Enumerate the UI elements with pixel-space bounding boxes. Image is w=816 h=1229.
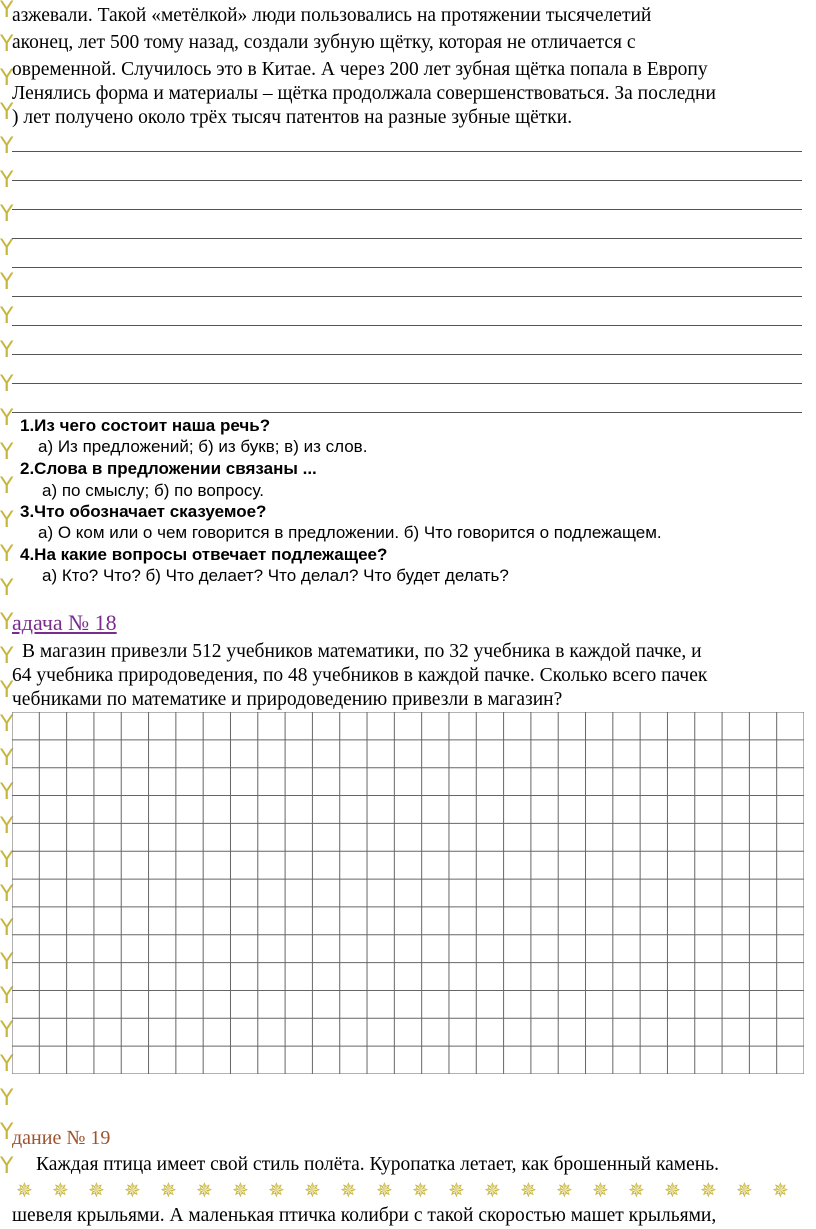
task-18-line-2: 64 учебника природоведения, по 48 учебников в каждой пачке. Сколько всего пачек [12, 665, 708, 686]
figure-ornament-icon: ✵ [700, 1178, 717, 1202]
border-ornament-icon: Y [0, 814, 14, 839]
border-ornament-icon: Y [0, 780, 14, 805]
figure-ornament-icon: ✵ [448, 1178, 465, 1202]
answer-3: а) О ком или о чем говорится в предложении. б) Что говорится о подлежащем. [38, 523, 662, 542]
border-ornament-icon: Y [0, 304, 14, 329]
figure-ornament-icon: ✵ [772, 1178, 789, 1202]
border-ornament-icon: Y [0, 406, 14, 431]
border-ornament-icon: Y [0, 134, 14, 159]
writing-line [12, 238, 802, 239]
writing-line [12, 325, 802, 326]
figure-ornament-icon: ✵ [376, 1178, 393, 1202]
border-ornament-icon: Y [0, 644, 14, 669]
figure-ornament-icon: ✵ [124, 1178, 141, 1202]
border-ornament-icon: Y [0, 610, 14, 635]
border-ornament-icon: Y [0, 168, 14, 193]
writing-line [12, 354, 802, 355]
question-3: 3.Что обозначает сказуемое? [20, 502, 267, 521]
border-ornament-icon: Y [0, 0, 14, 23]
figure-ornament-icon: ✵ [484, 1178, 501, 1202]
border-ornament-icon: Y [0, 1154, 14, 1179]
border-ornament-icon: Y [0, 882, 14, 907]
border-ornament-icon: Y [0, 848, 14, 873]
figure-ornament-icon: ✵ [736, 1178, 753, 1202]
text-line-5: ) лет получено около трёх тысяч патентов на разные зубные щётки. [12, 107, 573, 128]
border-ornament-icon: Y [0, 1052, 14, 1077]
answer-1: а) Из предложений; б) из букв; в) из слов. [38, 437, 368, 456]
border-ornament-icon: Y [0, 746, 14, 771]
border-ornament-icon: Y [0, 678, 14, 703]
figure-ornament-icon: ✵ [268, 1178, 285, 1202]
border-ornament-icon: Y [0, 202, 14, 227]
task-19-title: дание № 19 [12, 1127, 111, 1149]
figure-ornament-icon: ✵ [556, 1178, 573, 1202]
border-ornament-icon: Y [0, 338, 14, 363]
border-ornament-icon: Y [0, 1018, 14, 1043]
answer-grid [12, 712, 804, 1074]
border-ornament-icon: Y [0, 1120, 14, 1145]
border-ornament-icon: Y [0, 508, 14, 533]
border-ornament-icon: Y [0, 474, 14, 499]
writing-line [12, 267, 802, 268]
question-4: 4.На какие вопросы отвечает подлежащее? [20, 545, 388, 564]
figure-ornament-icon: ✵ [304, 1178, 321, 1202]
task-18-line-3: чебниками по математике и природоведению привезли в магазин? [12, 689, 563, 710]
border-ornament-icon: Y [0, 66, 14, 91]
figure-ornament-icon: ✵ [232, 1178, 249, 1202]
figure-ornament-icon: ✵ [520, 1178, 537, 1202]
writing-line [12, 296, 802, 297]
text-line-4: Ленялись форма и материалы – щётка продолжала совершенствоваться. За последни [12, 83, 716, 104]
figure-ornament-icon: ✵ [664, 1178, 681, 1202]
writing-line [12, 180, 802, 181]
border-ornament-icon: Y [0, 100, 14, 125]
answer-2: а) по смыслу; б) по вопросу. [42, 481, 264, 500]
text-line-1: азжевали. Такой «метёлкой» люди пользовались на протяжении тысячелетий [12, 5, 652, 26]
task-18-line-1: В магазин привезли 512 учебников математики, по 32 учебника в каждой пачке, и [22, 641, 702, 662]
figure-ornament-icon: ✵ [16, 1178, 33, 1202]
border-ornament-icon: Y [0, 984, 14, 1009]
figure-ornament-icon: ✵ [196, 1178, 213, 1202]
answer-4: а) Кто? Что? б) Что делает? Что делал? Что будет делать? [42, 566, 509, 585]
border-ornament-icon: Y [0, 712, 14, 737]
writing-line [12, 383, 802, 384]
text-line-3: овременной. Случилось это в Китае. А через 200 лет зубная щётка попала в Европу [12, 59, 708, 80]
border-ornament-icon: Y [0, 270, 14, 295]
border-ornament-icon: Y [0, 32, 14, 57]
task-19-line-2: шевеля крыльями. А маленькая птичка колибри с такой скоростью машет крыльями, [12, 1205, 717, 1226]
figure-ornament-icon: ✵ [88, 1178, 105, 1202]
question-2: 2.Слова в предложении связаны ... [20, 459, 317, 478]
writing-line [12, 412, 802, 413]
task-19-line-1: Каждая птица имеет свой стиль полёта. Куропатка летает, как брошенный камень. [36, 1154, 719, 1175]
question-1: 1.Из чего состоит наша речь? [20, 416, 271, 435]
border-ornament-icon: Y [0, 950, 14, 975]
border-ornament-icon: Y [0, 916, 14, 941]
figure-ornament-icon: ✵ [340, 1178, 357, 1202]
border-ornament-icon: Y [0, 372, 14, 397]
writing-line [12, 209, 802, 210]
task-18-title: адача № 18 [12, 610, 117, 635]
figure-ornament-icon: ✵ [592, 1178, 609, 1202]
border-ornament-icon: Y [0, 576, 14, 601]
border-ornament-icon: Y [0, 440, 14, 465]
figure-ornament-icon: ✵ [52, 1178, 69, 1202]
border-ornament-icon: Y [0, 542, 14, 567]
border-ornament-icon: Y [0, 1086, 14, 1111]
figure-ornament-icon: ✵ [160, 1178, 177, 1202]
text-line-2: аконец, лет 500 тому назад, создали зубную щётку, которая не отличается с [12, 32, 636, 53]
figure-ornament-icon: ✵ [412, 1178, 429, 1202]
figure-ornament-icon: ✵ [628, 1178, 645, 1202]
border-ornament-icon: Y [0, 236, 14, 261]
writing-line [12, 151, 802, 152]
